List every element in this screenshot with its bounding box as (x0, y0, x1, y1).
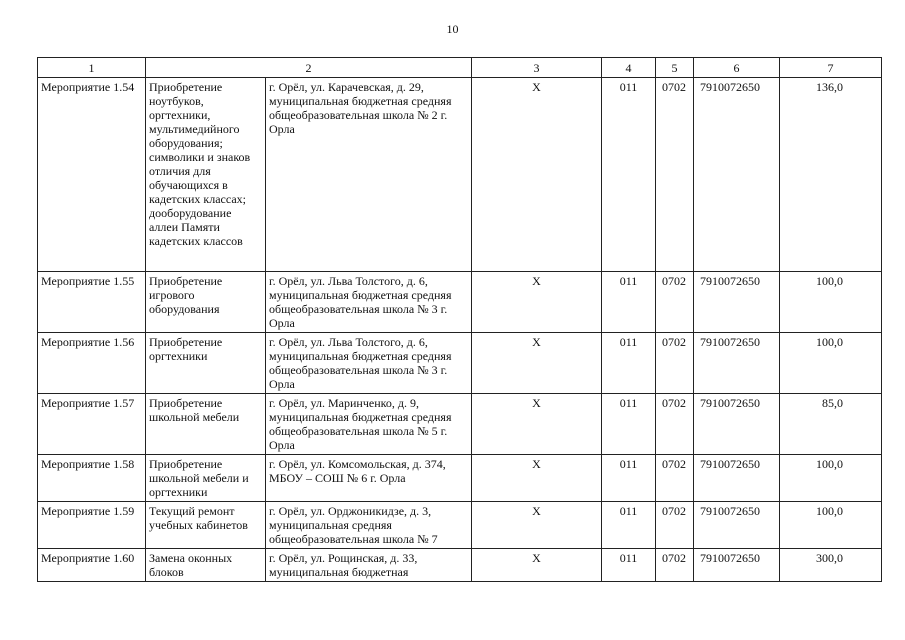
col4-cell: 011 (602, 333, 656, 394)
event-cell: Мероприятие 1.54 (38, 78, 146, 272)
header-cell-2: 2 (146, 58, 472, 78)
address-text: г. Орёл, ул. Рощинская, д. 33, муниципальная бюджетная (269, 551, 418, 579)
col3-cell: Х (472, 394, 602, 455)
header-cell-4: 4 (602, 58, 656, 78)
col6-cell: 7910072650 (694, 455, 780, 502)
event-cell: Мероприятие 1.60 (38, 549, 146, 582)
col5-cell: 0702 (656, 502, 694, 549)
description-cell: Текущий ремонт учебных кабинетов (146, 502, 266, 549)
col4-cell: 011 (602, 272, 656, 333)
col5-cell: 0702 (656, 394, 694, 455)
table-row (38, 272, 882, 333)
address-cell: г. Орёл, ул. Карачевская, д. 29, муниципальная бюджетная средняя общеобразовательная школа № 2 г. Орла (266, 78, 472, 272)
col4-cell: 011 (602, 502, 656, 549)
address-cell: г. Орёл, ул. Льва Толстого, д. 6, муниципальная бюджетная средняя общеобразовательная школа № 3 г. Орла (266, 272, 472, 333)
col5-cell: 0702 (656, 455, 694, 502)
description-cell: Приобретение игрового оборудования (146, 272, 266, 333)
budget-table (37, 57, 882, 582)
col3-cell: Х (472, 78, 602, 272)
col5-cell: 0702 (656, 549, 694, 582)
col6-cell: 7910072650 (694, 78, 780, 272)
table-row (38, 455, 882, 502)
col7-cell: 100,0 (780, 455, 882, 502)
col6-cell: 7910072650 (694, 333, 780, 394)
col3-cell: Х (472, 272, 602, 333)
col5-cell: 0702 (656, 333, 694, 394)
description-cell: Приобретение школьной мебели и оргтехники (146, 455, 266, 502)
col4-cell: 011 (602, 394, 656, 455)
event-cell: Мероприятие 1.57 (38, 394, 146, 455)
col3-cell: Х (472, 333, 602, 394)
col7-cell: 100,0 (780, 333, 882, 394)
col4-cell: 011 (602, 549, 656, 582)
col7-cell: 85,0 (780, 394, 882, 455)
header-cell-1: 1 (38, 58, 146, 78)
col6-cell: 7910072650 (694, 549, 780, 582)
table-row (38, 502, 882, 549)
table-row (38, 78, 882, 272)
col7-cell: 136,0 (780, 78, 882, 272)
col3-cell: Х (472, 502, 602, 549)
address-cell: г. Орёл, ул. Льва Толстого, д. 6, муниципальная бюджетная средняя общеобразовательная школа № 3 г. Орла (266, 333, 472, 394)
header-cell-6: 6 (694, 58, 780, 78)
event-cell: Мероприятие 1.59 (38, 502, 146, 549)
description-cell: Приобретение школьной мебели (146, 394, 266, 455)
table-row (38, 549, 882, 582)
col7-cell: 300,0 (780, 549, 882, 582)
event-cell: Мероприятие 1.55 (38, 272, 146, 333)
header-row (38, 58, 882, 78)
table-row (38, 333, 882, 394)
address-cell: г. Орёл, ул. Орджоникидзе, д. 3, муниципальная средняя общеобразовательная школа № 7 (266, 502, 472, 549)
description-cell: Приобретение ноутбуков, оргтехники, мультимедийного оборудования; символики и знаков отличия для обучающихся в кадетских классах; дооборудование аллеи Памяти кадетских классов (146, 78, 266, 272)
col3-cell: Х (472, 455, 602, 502)
address-cell: г. Орёл, ул. Комсомольская, д. 374, МБОУ – СОШ № 6 г. Орла (266, 455, 472, 502)
header-cell-3: 3 (472, 58, 602, 78)
table-row (38, 394, 882, 455)
col4-cell: 011 (602, 455, 656, 502)
col4-cell: 011 (602, 78, 656, 272)
col7-cell: 100,0 (780, 272, 882, 333)
event-cell: Мероприятие 1.56 (38, 333, 146, 394)
col6-cell: 7910072650 (694, 272, 780, 333)
header-cell-7: 7 (780, 58, 882, 78)
header-cell-5: 5 (656, 58, 694, 78)
col3-cell: Х (472, 549, 602, 582)
col5-cell: 0702 (656, 78, 694, 272)
col5-cell: 0702 (656, 272, 694, 333)
col6-cell: 7910072650 (694, 502, 780, 549)
address-cell (266, 549, 472, 582)
description-cell: Приобретение оргтехники (146, 333, 266, 394)
description-cell: Замена оконных блоков (146, 549, 266, 582)
address-cell: г. Орёл, ул. Маринченко, д. 9, муниципальная бюджетная средняя общеобразовательная школа № 5 г. Орла (266, 394, 472, 455)
col7-cell: 100,0 (780, 502, 882, 549)
page-number: 10 (446, 22, 459, 36)
col6-cell: 7910072650 (694, 394, 780, 455)
event-cell: Мероприятие 1.58 (38, 455, 146, 502)
